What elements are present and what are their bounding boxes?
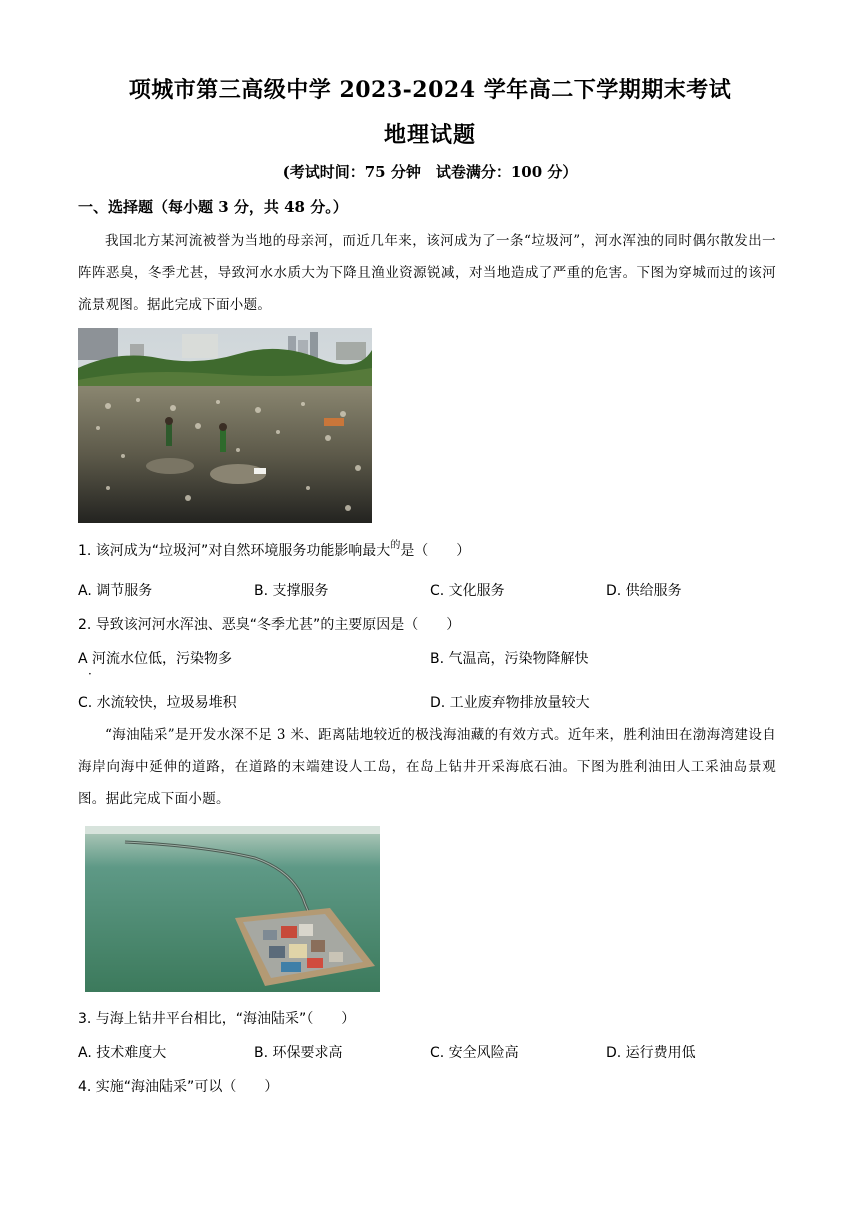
oil-island-photo: [85, 826, 380, 992]
q3-option-d[interactable]: D. 运行费用低: [606, 1045, 696, 1061]
q2-option-c[interactable]: C. 水流较快，垃圾易堆积: [78, 695, 237, 711]
q1-option-c[interactable]: C. 文化服务: [430, 583, 505, 599]
q1-option-d[interactable]: D. 供给服务: [606, 583, 682, 599]
question-3-stem: 3. 与海上钻井平台相比，“海油陆采”（ ）: [78, 1011, 356, 1027]
q1-option-a[interactable]: A. 调节服务: [78, 583, 153, 599]
question-1-stem: 1. 该河成为“垃圾河”对自然环境服务功能影响最大$^的$是（ ）: [78, 540, 471, 559]
polluted-river-photo: [78, 328, 372, 523]
q3-option-b[interactable]: B. 环保要求高: [254, 1045, 343, 1061]
section-heading: 一、选择题（每小题 3 分，共 48 分。）: [78, 198, 348, 216]
passage-2: “海油陆采”是开发水深不足 3 米、距离陆地较近的极浅海油藏的有效方式。近年来，胜利油田在渤海湾建设自海岸向海中延伸的道路，在道路的末端建设人工岛，在岛上钻井开采海底石油。下图为胜利油田人工采油岛景观图。据此完成下面小题。: [78, 727, 776, 807]
q2-option-b[interactable]: B. 气温高，污染物降解快: [430, 651, 589, 667]
q3-option-a[interactable]: A. 技术难度大: [78, 1045, 167, 1061]
decorative-dot: ·: [88, 667, 92, 681]
exam-info: (考试时间：75 分钟 试卷满分：100 分）: [282, 163, 578, 181]
question-2-stem: 2. 导致该河河水浑浊、恶臭“冬季尤甚”的主要原因是（ ）: [78, 617, 461, 633]
q1-option-b[interactable]: B. 支撑服务: [254, 583, 329, 599]
q2-option-a[interactable]: A 河流水位低，污染物多: [78, 651, 233, 667]
exam-title: 项城市第三高级中学 2023-2024 学年高二下学期期末考试: [128, 77, 732, 103]
question-4-stem: 4. 实施“海油陆采”可以（ ）: [78, 1079, 279, 1095]
q2-option-d[interactable]: D. 工业废弃物排放量较大: [430, 695, 590, 711]
q3-option-c[interactable]: C. 安全风险高: [430, 1045, 519, 1061]
exam-subject: 地理试题: [383, 122, 476, 148]
passage-1: 我国北方某河流被誉为当地的母亲河，而近几年来，该河成为了一条“垃圾河”，河水浑浊的同时偶尔散发出一阵阵恶臭，冬季尤甚，导致河水水质大为下降且渔业资源锐减，对当地造成了严重的危害。下图为穿城而过的该河流景观图。据此完成下面小题。: [78, 233, 776, 313]
